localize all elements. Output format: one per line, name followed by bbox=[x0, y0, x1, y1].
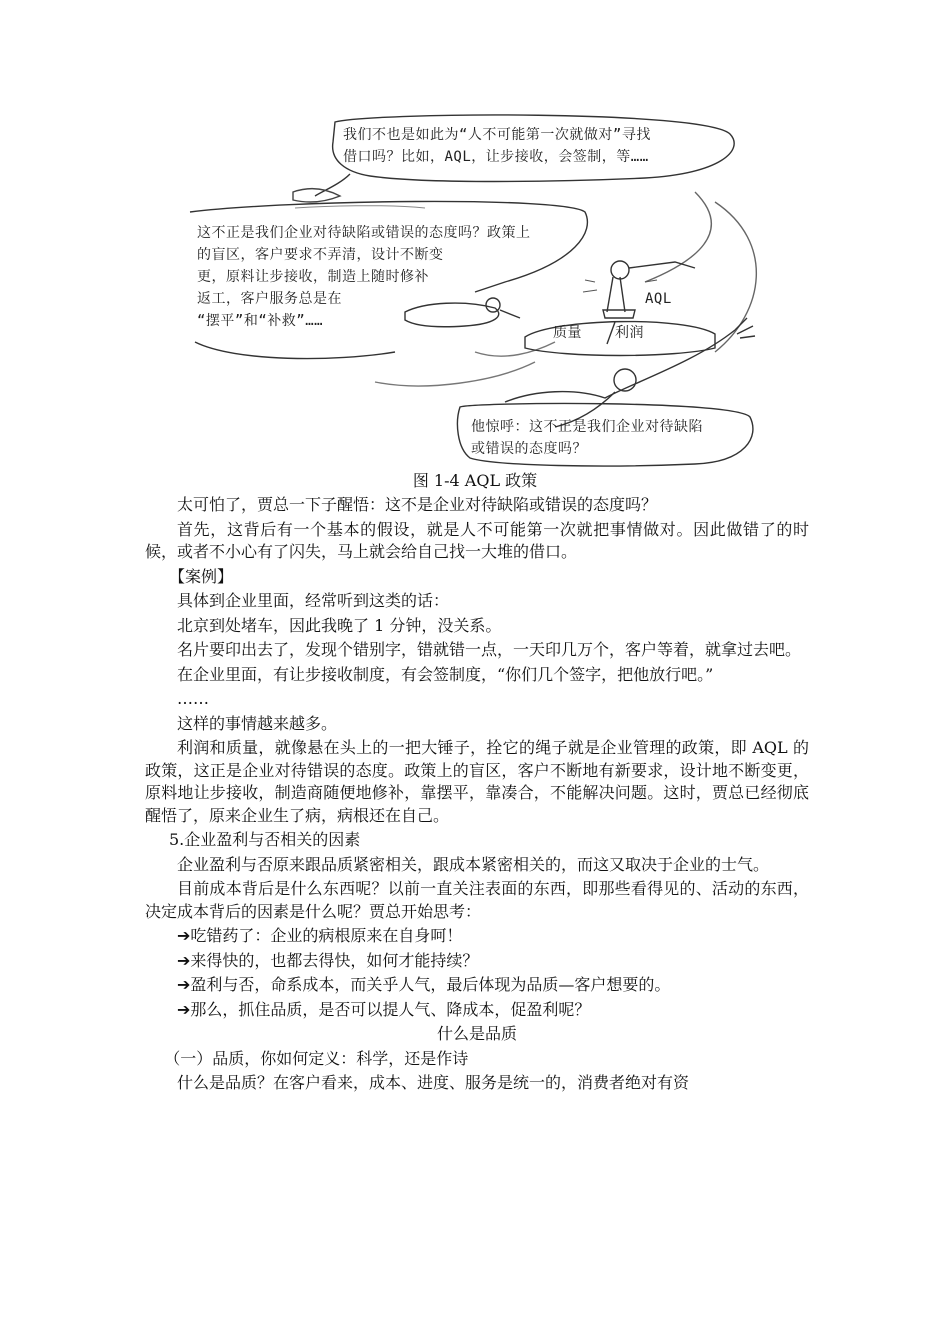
arrow-icon: ➔ bbox=[177, 975, 191, 994]
aql-label: AQL bbox=[645, 291, 672, 307]
profit-label: 利润 bbox=[615, 325, 644, 341]
bullet-item: ➔来得快的，也都去得快，如何才能持续？ bbox=[177, 950, 479, 970]
paragraph: 企业盈利与否原来跟品质紧密相关，跟成本紧密相关的，而这又取决于企业的士气。 bbox=[177, 854, 770, 874]
paragraph: 北京到处堵车，因此我晚了 1 分钟，没关系。 bbox=[177, 615, 502, 635]
arrow-icon: ➔ bbox=[177, 926, 191, 945]
aql-policy-illustration bbox=[175, 112, 795, 468]
paragraph: 在企业里面，有让步接收制度，有会签制度，“你们几个签字，把他放行吧。” bbox=[177, 664, 714, 684]
paragraph: 利润和质量，就像悬在头上的一把大锤子，拴它的绳子就是企业管理的政策，即 AQL 的政策，这正是企业对待错误的态度。政策上的盲区，客户不断地有新要求，设计地不断变更，原料地让步接收，制造商随便地修补，靠摆平，靠凑合，不能解决问题。这时，贾总已经彻底醒悟了，原来企业生了病，病根还在自己。 bbox=[145, 738, 809, 825]
hammer-rope bbox=[629, 262, 695, 268]
top-bubble-text: 我们不也是如此为“人不可能第一次就做对”寻找 借口吗？比如，AQL，让步接收，会签制，等…… bbox=[343, 127, 651, 165]
paragraph: 太可怕了，贾总一下子醒悟：这不是企业对待缺陷或错误的态度吗？ bbox=[177, 495, 658, 514]
ellipsis-line: …… bbox=[177, 689, 209, 708]
paragraph: 目前成本背后是什么东西呢？以前一直关注表面的东西，即那些看得见的、活动的东西，决定成本背后的因素是什么呢？贾总开始思考： bbox=[145, 879, 809, 921]
bullet-item: ➔那么，抓住品质，是否可以提人气、降成本，促盈利呢？ bbox=[177, 999, 591, 1019]
case-heading: 【案例】 bbox=[169, 566, 234, 586]
section-heading-5: 5.企业盈利与否相关的因素 bbox=[169, 830, 361, 849]
paragraph: 首先，这背后有一个基本的假设，就是人不可能第一次就把事情做对。因此做错了的时候，或者不小心有了闪失，马上就会给自己找一大堆的借口。 bbox=[145, 519, 809, 561]
quality-label: 质量 bbox=[553, 325, 582, 341]
arrow-icon: ➔ bbox=[177, 999, 191, 1019]
bottom-bubble-text: 他惊呼：这不正是我们企业对待缺陷 或错误的态度吗？ bbox=[471, 419, 703, 457]
arrow-icon: ➔ bbox=[177, 950, 191, 970]
hammer-ring bbox=[611, 261, 629, 279]
document-body bbox=[145, 494, 809, 1097]
paragraph: 具体到企业里面，经常听到这类的话： bbox=[177, 591, 450, 610]
paragraph: 什么是品质？在客户看来，成本、进度、服务是统一的，消费者绝对有资 bbox=[177, 1073, 690, 1092]
bullet-item: ➔盈利与否，命系成本，而关乎人气，最后体现为品质—客户想要的。 bbox=[177, 975, 671, 994]
paragraph: 这样的事情越来越多。 bbox=[177, 713, 338, 733]
paragraph: 名片要印出去了，发现个错别字，错就错一点，一天印几万个，客户等着，就拿过去吧。 bbox=[177, 640, 802, 659]
figure-caption: 图 1-4 AQL 政策 bbox=[412, 471, 538, 490]
left-bubble-text: 这不正是我们企业对待缺陷或错误的态度吗？政策上 的盲区，客户要求不弄清，设计不断变 更，原料让步接收，制造上随时修补 返工，客户服务总是在 “摆平”和“补救”…… bbox=[197, 225, 531, 329]
section-title: 什么是品质 bbox=[436, 1024, 517, 1043]
bullet-item: ➔吃错药了：企业的病根原来在自身呵！ bbox=[177, 926, 463, 945]
subheading: （一）品质，你如何定义：科学，还是作诗 bbox=[164, 1048, 469, 1068]
